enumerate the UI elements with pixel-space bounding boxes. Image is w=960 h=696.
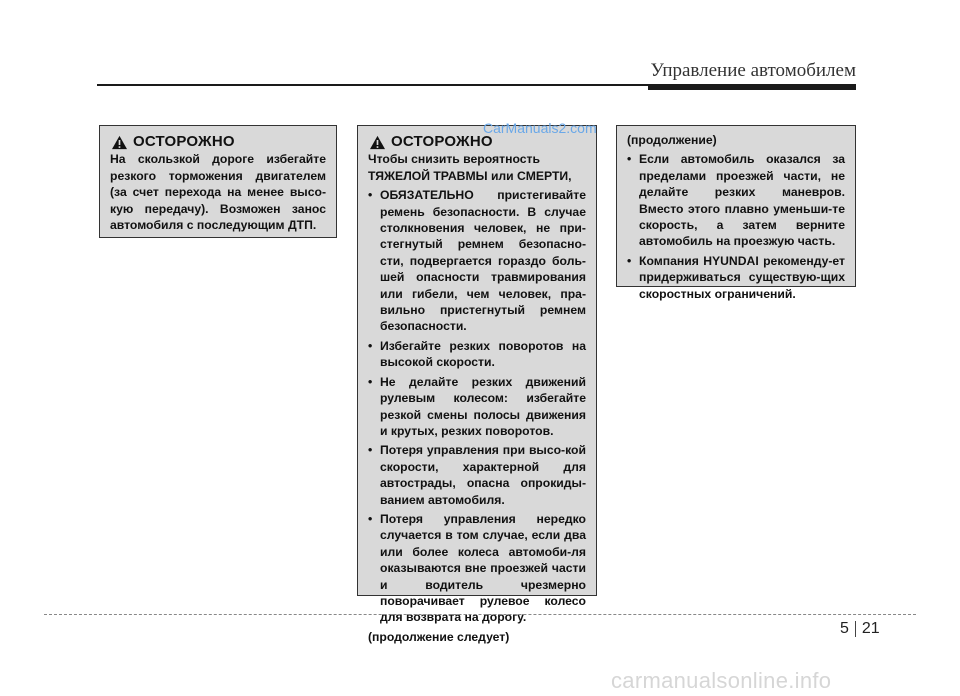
warning-bullet-list (627, 151, 845, 302)
list-item: • Потеря управления при высо-кой скорости, характерной для автострады, опасна опрокиды-ванием автомобиля. (368, 442, 586, 508)
footer-dashed-rule (44, 614, 916, 615)
continued-note: (продолжение следует) (368, 629, 510, 644)
warning-title: ОСТОРОЖНО (133, 133, 235, 150)
warning-triangle-icon (369, 135, 386, 150)
page-number (840, 620, 880, 638)
page-number-divider (855, 621, 856, 637)
list-item: • Не делайте резких движений рулевым колесом: избегайте резкой смены полосы движения и крутых, резких поворотов. (368, 374, 586, 440)
warning-title: ОСТОРОЖНО (391, 133, 493, 150)
warning-box-continued (616, 125, 856, 301)
list-item: • Потеря управления нередко случается в том случае, если два или более колеса автомоби-ля оказываются вне проезжей части и водитель чрезмерно поворачивает рулевое колесо для возврата на дорогу. (368, 511, 586, 626)
warning-intro: Чтобы снизить вероятность ТЯЖЕЛОЙ ТРАВМЫ или СМЕРТИ, (368, 152, 572, 183)
chapter-number: 5 (840, 620, 849, 637)
warning-title-row (110, 134, 326, 150)
list-item: • Если автомобиль оказался за пределами проезжей части, не делайте резких маневров. Вместо этого плавно уменьши-те скорость, а затем верните автомобиль на проезжую часть. (627, 151, 845, 249)
page-number-value: 21 (861, 620, 880, 637)
list-item: • Компания HYUNDAI рекоменду-ет придерживаться существую-щих скоростных ограничений. (627, 253, 845, 302)
header-tab-bar (648, 84, 856, 90)
warning-bullet-list (368, 187, 586, 626)
watermark-carmanuals2: CarManuals2.com (483, 120, 597, 136)
list-item: • Избегайте резких поворотов на высокой скорости. (368, 338, 586, 371)
page-header-title: Управление автомобилем (650, 60, 856, 81)
warning-box-injury (357, 125, 597, 644)
list-item: • ОБЯЗАТЕЛЬНО пристегивайте ремень безопасности. В случае столкновения человек, не при-стегнутый ремнем безопасно-сти, подвергается гораздо боль-шей опасности травмирования или гибели, чем человек, пра-вильно пристегнутый ремнем безопасности. (368, 187, 586, 335)
warning-title-row (368, 134, 586, 150)
warning-body: На скользкой дороге избегайте резкого торможения двигателем (за счет перехода на менее высо-кую передачу). Возможен занос автомобиля с последующим ДТП. (110, 152, 326, 233)
continuation-heading: (продолжение) (627, 133, 717, 147)
watermark-carmanualsonline: carmanualsonline.info (611, 668, 832, 693)
warning-box-slippery-road (99, 125, 337, 238)
warning-triangle-icon (111, 135, 128, 150)
